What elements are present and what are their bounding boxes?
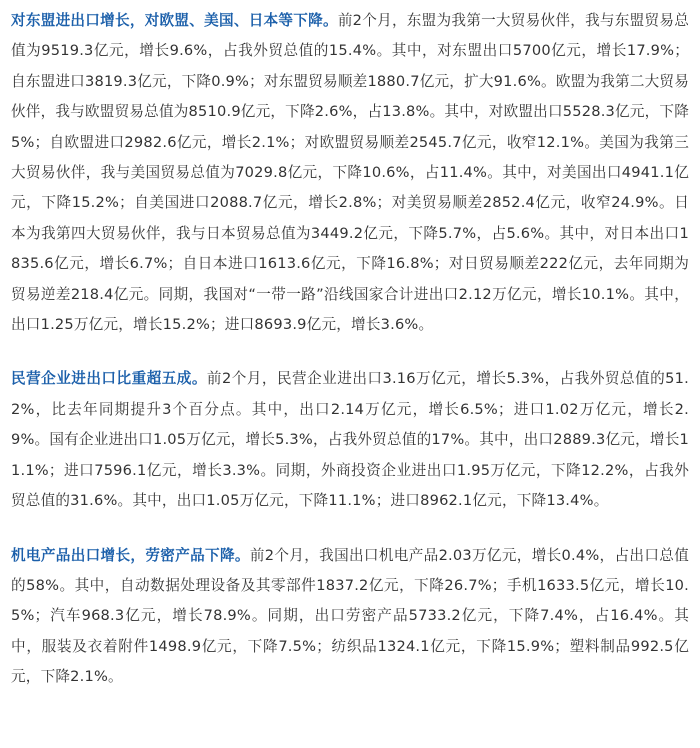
- paragraph-electromechanical-products: [11, 541, 689, 693]
- paragraph-asean-eu-us-japan: [11, 6, 689, 340]
- paragraph-heading: 对东盟进出口增长，对欧盟、美国、日本等下降。: [11, 12, 338, 29]
- paragraph-text: 前2个月，民营企业进出口3.16万亿元，增长5.3%，占我外贸总值的51.2%，比去年同期提升3个百分点。其中，出口2.14万亿元，增长6.5%；进口1.02万亿元，增长2.9%。国有企业进出口1.05万亿元，增长5.3%，占我外贸总值的17%。其中，出口2889.3亿元，增长11.1%；进口7596.1亿元，增长3.3%。同期，外商投资企业进出口1.95万亿元，下降12.2%，占我外贸总值的31.6%。其中，出口1.05万亿元，下降11.1%；进口8962.1亿元，下降13.4%。: [11, 370, 689, 510]
- paragraph-heading: 机电产品出口增长，劳密产品下降。: [11, 546, 250, 564]
- paragraph-text: 前2个月，东盟为我第一大贸易伙伴，我与东盟贸易总值为9519.3亿元，增长9.6%，占我外贸总值的15.4%。其中，对东盟出口5700亿元，增长17.9%；自东盟进口3819.3亿元，下降0.9%；对东盟贸易顺差1880.7亿元，扩大91.6%。欧盟为我第二大贸易伙伴，我与欧盟贸易总值为8510.9亿元，下降2.6%，占13.8%。其中，对欧盟出口5528.3亿元，下降5%；自欧盟进口2982.6亿元，增长2.1%；对欧盟贸易顺差2545.7亿元，收窄12.1%。美国为我第三大贸易伙伴，我与美国贸易总值为7029.8亿元，下降10.6%，占11.4%。其中，对美国出口4941.1亿元，下降15.2%；自美国进口2088.7亿元，增长2.8%；对美贸易顺差2852.4亿元，收窄24.9%。日本为我第四大贸易伙伴，我与日本贸易总值为3449.2亿元，下降5.7%，占5.6%。其中，对日本出口1835.6亿元，增长6.7%；自日本进口1613.6亿元，下降16.8%；对日贸易顺差222亿元，去年同期为贸易逆差218.4亿元。同期，我国对“一带一路”沿线国家合计进出口2.12万亿元，增长10.1%。其中，出口1.25万亿元，增长15.2%；进口8693.9亿元，增长3.6%。: [11, 12, 689, 334]
- article-body: [11, 6, 689, 693]
- paragraph-heading: 民营企业进出口比重超五成。: [11, 370, 207, 388]
- paragraph-text: 前2个月，我国出口机电产品2.03万亿元，增长0.4%，占出口总值的58%。其中，自动数据处理设备及其零部件1837.2亿元，下降26.7%；手机1633.5亿元，增长10.5%；汽车968.3亿元，增长78.9%。同期，出口劳密产品5733.2亿元，下降7.4%，占16.4%。其中，服装及衣着附件1498.9亿元，下降7.5%；纺织品1324.1亿元，下降15.9%；塑料制品992.5亿元，下降2.1%。: [11, 546, 689, 686]
- paragraph-private-enterprises: [11, 364, 689, 516]
